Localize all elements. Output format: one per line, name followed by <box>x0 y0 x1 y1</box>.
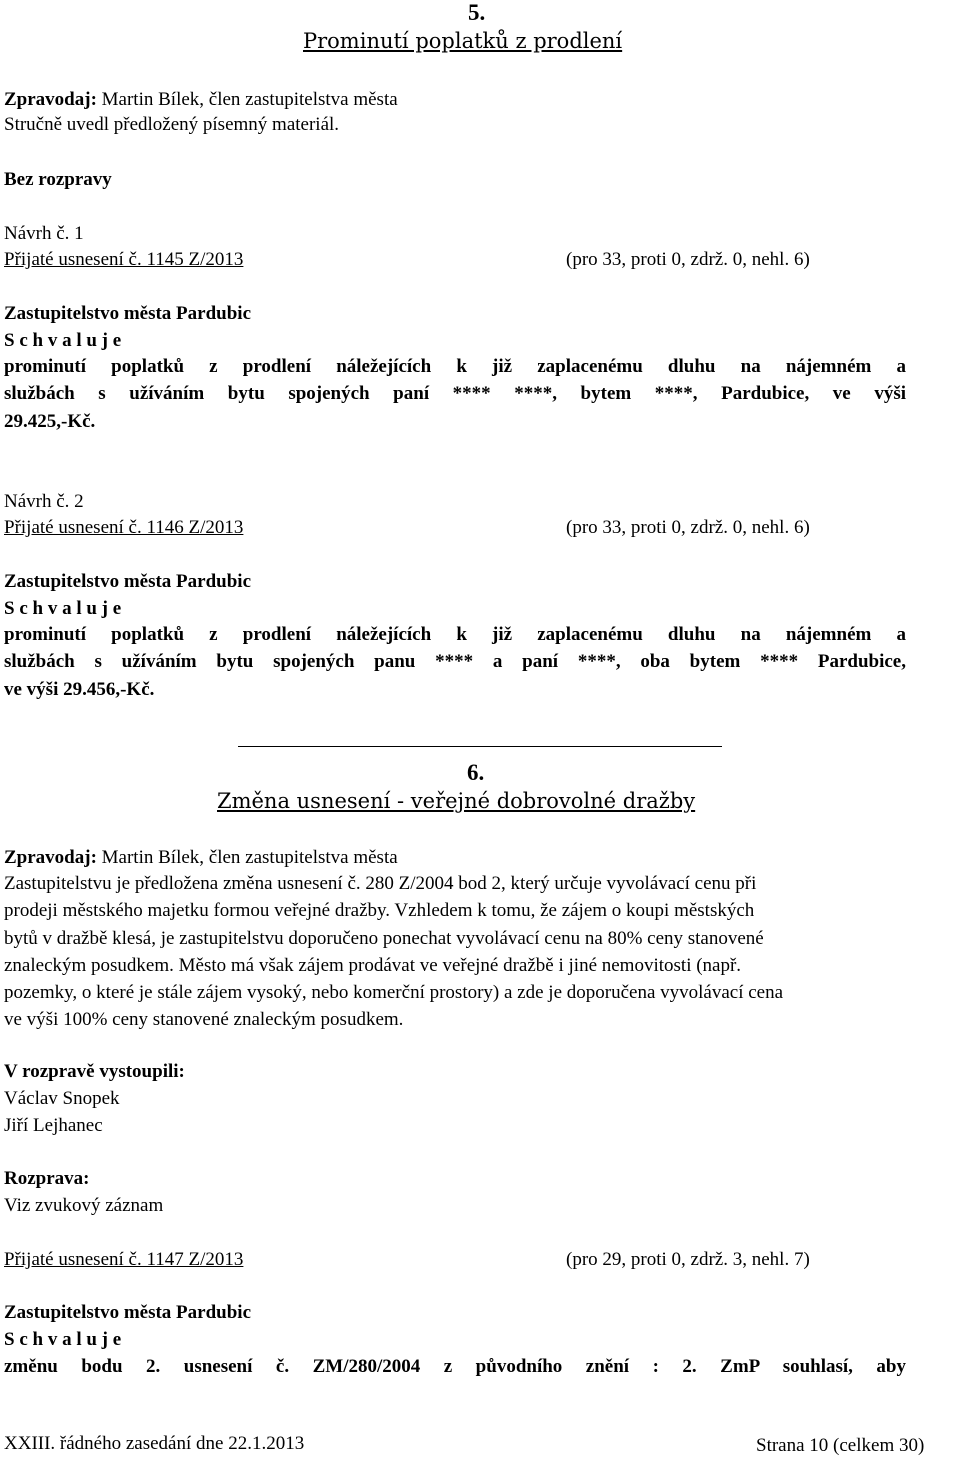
council-heading-1: Zastupitelstvo města Pardubic <box>4 303 251 324</box>
proposal-1-label: Návrh č. 1 <box>4 223 84 244</box>
council-heading-2: Zastupitelstvo města Pardubic <box>4 571 251 592</box>
reporter-name: Martin Bílek, člen zastupitelstva města <box>96 89 398 110</box>
section-6-body-line-6: ve výši 100% ceny stanovené znaleckým posudkem. <box>4 1009 404 1030</box>
speaker-1: Václav Snopek <box>4 1088 120 1109</box>
vote-1147: (pro 29, proti 0, zdrž. 3, nehl. 7) <box>566 1249 810 1270</box>
section-6-body-line-5: pozemky, o které je stále zájem vysoký, nebo komerční prostory) a zde je doporučena vyvolávací cena <box>4 982 784 1003</box>
speakers-label: V rozpravě vystoupili: <box>4 1061 185 1082</box>
resolution-1147: Přijaté usnesení č. 1147 Z/2013 <box>4 1249 244 1270</box>
debate-label: Rozprava: <box>4 1168 90 1189</box>
resolution-1145: Přijaté usnesení č. 1145 Z/2013 <box>4 249 244 270</box>
approves-label-2: S c h v a l u j e <box>4 598 122 619</box>
resolution-1146-text-line-1: prominutí poplatků z prodlení náležejících k již zaplacenému dluhu na nájemném a <box>4 624 906 645</box>
section-6-number: 6. <box>467 760 485 785</box>
resolution-1146-text-line-2: službách s užíváním bytu spojených panu **** a paní ****, oba bytem **** Pardubice, <box>4 651 906 672</box>
footer-session: XXIII. řádného zasedání dne 22.1.2013 <box>4 1433 305 1454</box>
section-6-body-line-2: prodeji městského majetku formou veřejné dražby. Vzhledem k tomu, že zájem o koupi městských <box>4 900 755 921</box>
proposal-2-label: Návrh č. 2 <box>4 491 84 512</box>
section-6-body-line-3: bytů v dražbě klesá, je zastupitelstvu doporučeno ponechat vyvolávací cenu na 80% ceny stanovené <box>4 928 764 949</box>
resolution-1145-text-line-2: službách s užíváním bytu spojených paní **** ****, bytem ****, Pardubice, ve výši <box>4 383 906 404</box>
approves-label-3: S c h v a l u j e <box>4 1329 122 1350</box>
reporter-name: Martin Bílek, člen zastupitelstva města <box>96 847 398 868</box>
resolution-1145-text-line-1: prominutí poplatků z prodlení náležejících k již zaplacenému dluhu na nájemném a <box>4 356 906 377</box>
resolution-1146-text-line-3: ve výši 29.456,-Kč. <box>4 679 155 700</box>
section-6-body-line-1: Zastupitelstvu je předložena změna usnesení č. 280 Z/2004 bod 2, který určuje vyvolávací cenu při <box>4 873 757 894</box>
section-6-body-line-4: znaleckým posudkem. Město má však zájem prodávat ve veřejné dražbě i jiné nemovitosti (např. <box>4 955 742 976</box>
section-6-title: Změna usnesení - veřejné dobrovolné dražby <box>217 789 696 813</box>
resolution-1147-text-line-1: změnu bodu 2. usnesení č. ZM/280/2004 z původního znění : 2. ZmP souhlasí, aby <box>4 1356 906 1377</box>
reporter-label: Zpravodaj: <box>4 89 97 110</box>
section-5-number: 5. <box>468 0 486 25</box>
resolution-1146: Přijaté usnesení č. 1146 Z/2013 <box>4 517 244 538</box>
speaker-2: Jiří Lejhanec <box>4 1115 103 1136</box>
resolution-1145-text-line-3: 29.425,-Kč. <box>4 411 96 432</box>
section-divider <box>238 746 722 747</box>
council-heading-3: Zastupitelstvo města Pardubic <box>4 1302 251 1323</box>
section-6-reporter <box>4 846 398 870</box>
approves-label-1: S c h v a l u j e <box>4 330 122 351</box>
no-debate-label: Bez rozpravy <box>4 169 112 190</box>
section-5-reporter <box>4 88 398 112</box>
reporter-label: Zpravodaj: <box>4 847 97 868</box>
vote-1145: (pro 33, proti 0, zdrž. 0, nehl. 6) <box>566 249 810 270</box>
vote-1146: (pro 33, proti 0, zdrž. 0, nehl. 6) <box>566 517 810 538</box>
debate-text: Viz zvukový záznam <box>4 1195 164 1216</box>
section-5-summary: Stručně uvedl předložený písemný materiál. <box>4 114 340 135</box>
footer-page-number: Strana 10 (celkem 30) <box>756 1435 925 1456</box>
section-5-title: Prominutí poplatků z prodlení <box>303 29 623 53</box>
